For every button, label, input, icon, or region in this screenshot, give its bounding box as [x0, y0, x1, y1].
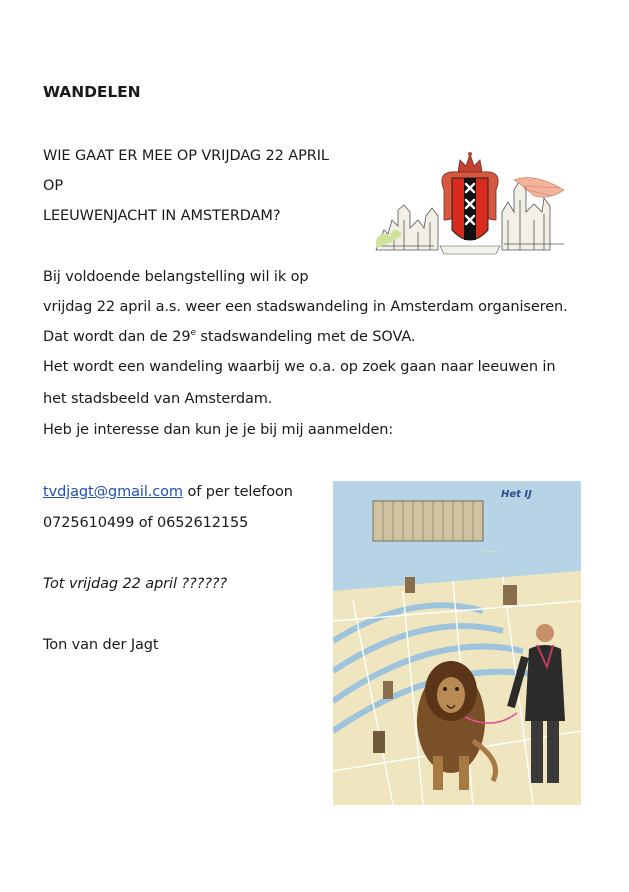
closing-line: Tot vrijdag 22 april ?????? — [43, 576, 227, 592]
contact-phones: 0725610499 of 0652612155 — [43, 515, 249, 531]
body-line-3 — [43, 328, 415, 346]
body-line-1: Bij voldoende belangstelling wil ik op — [43, 269, 309, 285]
map-label-het-ij: Het IJ — [501, 489, 532, 500]
contact-email-line — [43, 483, 293, 501]
invite-line-2: OP — [43, 178, 63, 194]
invite-line-3: LEEUWENJACHT IN AMSTERDAM? — [43, 208, 281, 224]
body-line-2: vrijdag 22 april a.s. weer een stadswandeling in Amsterdam organiseren. — [43, 299, 568, 315]
body-line-6: Heb je interesse dan kun je je bij mij aanmelden: — [43, 422, 394, 438]
invite-line-1: WIE GAAT ER MEE OP VRIJDAG 22 APRIL — [43, 148, 329, 164]
email-link[interactable]: tvdjagt@gmail.com — [43, 484, 183, 500]
body-line-5: het stadsbeeld van Amsterdam. — [43, 391, 273, 407]
body-line-3-pre: Dat wordt dan de 29 — [43, 329, 191, 345]
ordinal-superscript: e — [190, 328, 196, 339]
map-photo-lion — [333, 481, 581, 805]
page-title: WANDELEN — [43, 83, 141, 101]
amsterdam-arms-illustration — [374, 150, 566, 260]
email-suffix: of per telefoon — [182, 484, 293, 500]
body-line-3-post: stadswandeling met de SOVA. — [195, 329, 416, 345]
signature: Ton van der Jagt — [43, 637, 159, 653]
amsterdam-map-illustration — [333, 481, 581, 805]
body-line-4: Het wordt een wandeling waarbij we o.a. op zoek gaan naar leeuwen in — [43, 359, 556, 375]
